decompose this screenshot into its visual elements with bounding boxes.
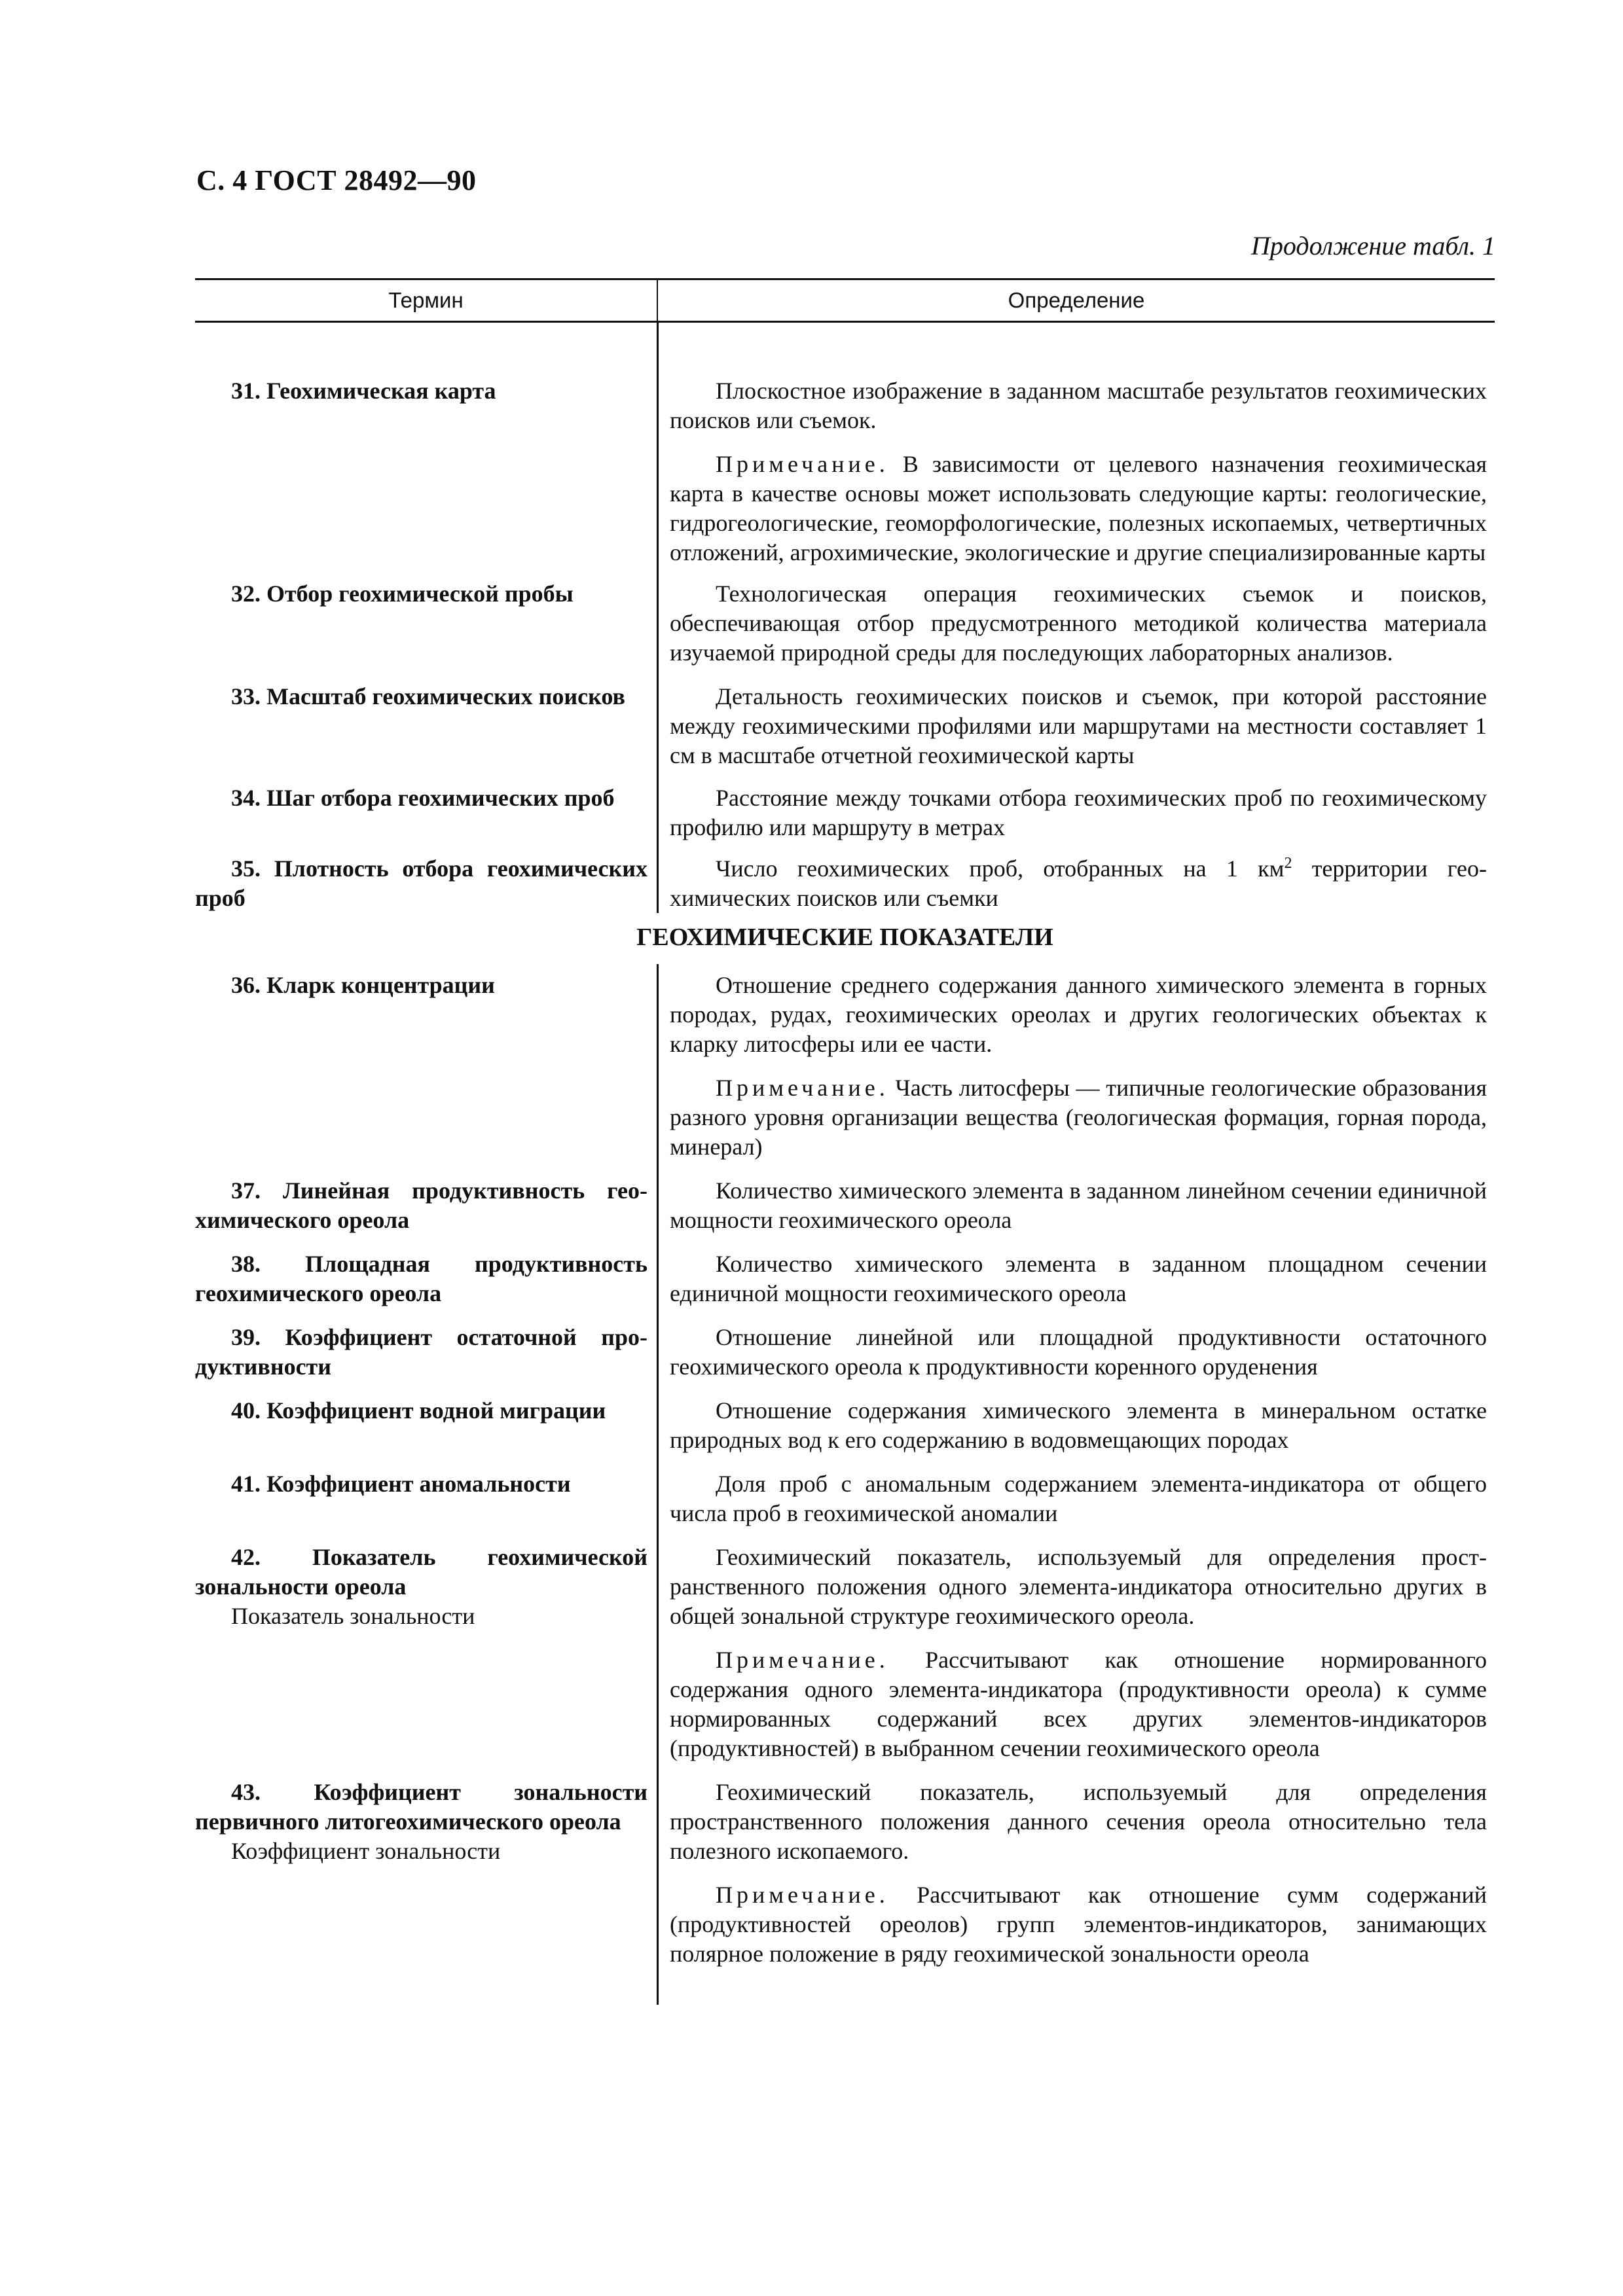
definition-cell	[657, 854, 1495, 913]
column-header-term: Термин	[195, 280, 658, 321]
table-row	[195, 1323, 1495, 1382]
section-heading: ГЕОХИМИЧЕСКИЕ ПОКАЗАТЕЛИ	[195, 913, 1495, 964]
note-text: Рассчитывают как отношение нормированного содержания одного элемента-индикатора (продуктивности ореола) к сумме нормированных содержаний всех других элементов-индикаторов (продуктивностей) в выбранном сечении геохимического ореола	[670, 1647, 1487, 1761]
definition-text: Отношение линейной или площадной продуктивности остаточного геохимического ореола к продуктивности коренного оруденения	[670, 1324, 1487, 1380]
note-text: В зависимости от целевого назначения геохимическая карта в качестве основы может использовать следующие карты: геологические, гидрогеологические, геоморфологические, полезных ископаемых, четвертичных отложений, агрохимические, экологические и другие специализированные карты	[670, 451, 1487, 565]
term-text: Коэффициент аномальности	[266, 1471, 571, 1497]
definition-cell	[657, 1249, 1495, 1308]
term-number: 31.	[231, 378, 261, 404]
table-row	[195, 682, 1495, 770]
term-number: 36.	[231, 972, 261, 998]
definition-cell	[657, 971, 1495, 1162]
note-label: Примечание.	[716, 1075, 889, 1101]
note-label: Примечание.	[716, 1647, 889, 1673]
term-number: 34.	[231, 785, 261, 811]
term-text: Коэффициент остаточной продуктивности	[195, 1324, 647, 1380]
term-cell	[195, 783, 657, 842]
term-number: 32.	[231, 581, 261, 607]
definition-cell	[657, 1543, 1495, 1763]
term-number: 43.	[231, 1779, 261, 1805]
table-row	[195, 1778, 1495, 1969]
term-cell	[195, 1469, 657, 1528]
term-number: 38.	[231, 1251, 261, 1277]
definition-cell	[657, 783, 1495, 842]
table-body-block-1	[195, 323, 1495, 913]
table-body-block-2	[195, 964, 1495, 1969]
definition-text: Количество химического элемента в заданном линейном сечении единичной мощности геохимического ореола	[670, 1177, 1487, 1233]
note-label: Примечание.	[716, 1882, 889, 1908]
term-synonym: Показатель зональности	[231, 1603, 475, 1629]
page-header: С. 4 ГОСТ 28492—90	[196, 164, 477, 196]
definition-text	[670, 854, 1487, 913]
definition-text: Геохимический показатель, используемый для определения пространственного положения данного сечения ореола относительно тела полезного ископаемого.	[670, 1779, 1487, 1864]
definition-cell	[657, 1469, 1495, 1528]
term-number: 37.	[231, 1177, 261, 1204]
note-text: Рассчитывают как отношение сумм содержаний (продуктивностей ореолов) групп элементов-индикаторов, занимающих полярное положение в ряду геохимической зональности ореола	[670, 1882, 1487, 1967]
term-text: Коэффициент водной миграции	[266, 1397, 606, 1424]
term-cell	[195, 1396, 657, 1455]
term-cell	[195, 1249, 657, 1308]
note-text: Часть литосферы — типичные геологические образования разного уровня организации вещества (геологическая формация, горная порода, минерал)	[670, 1075, 1487, 1160]
definition-text: Доля проб с аномальным содержанием элемента-индикатора от общего числа проб в геохимической аномалии	[670, 1471, 1487, 1526]
terms-table	[195, 278, 1495, 1969]
superscript: 2	[1284, 855, 1292, 872]
definition-text: Детальность геохимических поисков и съемок, при которой расстояние между геохимическими профилями или маршрутами на местности составляет 1 см в масштабе отчетной геохимической карты	[670, 683, 1487, 768]
definition-text: Геохимический показатель, используемый для определения пространственного положения одного элемента-индикатора относительно других в общей зональной структуре геохимического ореола.	[670, 1544, 1487, 1629]
definition-text: Технологическая операция геохимических съемок и поисков, обеспечивающая отбор предусмотренного методикой количества материала изучаемой природной среды для последующих лабораторных анализов.	[670, 581, 1487, 666]
definition-cell	[657, 1396, 1495, 1455]
column-divider	[657, 323, 659, 1003]
table-row	[195, 1396, 1495, 1455]
term-cell	[195, 1543, 657, 1763]
term-number: 33.	[231, 683, 261, 709]
term-cell	[195, 1778, 657, 1969]
term-cell	[195, 376, 657, 567]
term-cell	[195, 682, 657, 770]
table-row	[195, 964, 1495, 1162]
definition-cell	[657, 1778, 1495, 1969]
table-row	[195, 1543, 1495, 1763]
note-label: Примечание.	[716, 451, 889, 477]
table-header-row	[195, 278, 1495, 323]
term-number: 40.	[231, 1397, 261, 1424]
term-text: Коэффициент зональности первичного литогеохимического ореола	[195, 1779, 647, 1835]
table-row	[195, 783, 1495, 842]
term-text: Площадная продуктивность геохимического ореола	[195, 1251, 648, 1306]
term-number: 39.	[231, 1324, 261, 1350]
term-cell	[195, 1323, 657, 1382]
definition-text: Количество химического элемента в заданном площадном сечении единичной мощности геохимического ореола	[670, 1251, 1487, 1306]
column-header-definition: Определение	[1008, 288, 1145, 312]
term-cell	[195, 1176, 657, 1235]
definition-cell	[657, 1323, 1495, 1382]
term-text: Плотность отбора геохимических проб	[195, 855, 647, 911]
term-number: 35.	[231, 855, 261, 882]
definition-text-part: территории геохимических поисков или съемки	[670, 855, 1487, 911]
definition-cell	[657, 682, 1495, 770]
term-synonym: Коэффициент зональности	[231, 1838, 501, 1864]
definition-cell	[657, 1176, 1495, 1235]
table-row	[195, 1469, 1495, 1528]
table-row	[195, 1176, 1495, 1235]
term-text: Линейная продуктивность геохимического ореола	[195, 1177, 647, 1233]
definition-cell	[657, 579, 1495, 668]
term-text: Геохимическая карта	[266, 378, 496, 404]
term-text: Отбор геохимической пробы	[266, 581, 574, 607]
term-cell	[195, 854, 657, 913]
term-number: 41.	[231, 1471, 261, 1497]
term-text: Кларк концентрации	[266, 972, 495, 998]
table-row	[195, 323, 1495, 567]
term-text: Шаг отбора геохимических проб	[266, 785, 615, 811]
term-number: 42.	[231, 1544, 261, 1570]
column-divider	[657, 964, 659, 2005]
definition-cell	[657, 376, 1495, 567]
term-text: Масштаб геохимических поисков	[266, 683, 625, 709]
term-cell	[195, 971, 657, 1162]
table-row	[195, 1249, 1495, 1308]
table-row	[195, 579, 1495, 668]
term-text: Показатель геохимической зональности ореола	[195, 1544, 647, 1600]
definition-text-part: Число геохимических проб, отобранных на 1 км	[716, 855, 1285, 882]
definition-text: Плоскостное изображение в заданном масштабе результатов геохимических поисков или съемок.	[670, 378, 1487, 433]
definition-text: Расстояние между точками отбора геохимических проб по геохимическому профилю или маршруту в метрах	[670, 785, 1487, 840]
table-row	[195, 854, 1495, 913]
definition-text: Отношение среднего содержания данного химического элемента в горных породах, рудах, геохимических ореолах и других геологических объектах к кларку литосферы или ее части.	[670, 972, 1487, 1057]
term-cell	[195, 579, 657, 668]
table-continuation-label: Продолжение табл. 1	[1250, 231, 1495, 260]
definition-text: Отношение содержания химического элемента в минеральном остатке природных вод к его содержанию в водовмещающих породах	[670, 1397, 1487, 1453]
